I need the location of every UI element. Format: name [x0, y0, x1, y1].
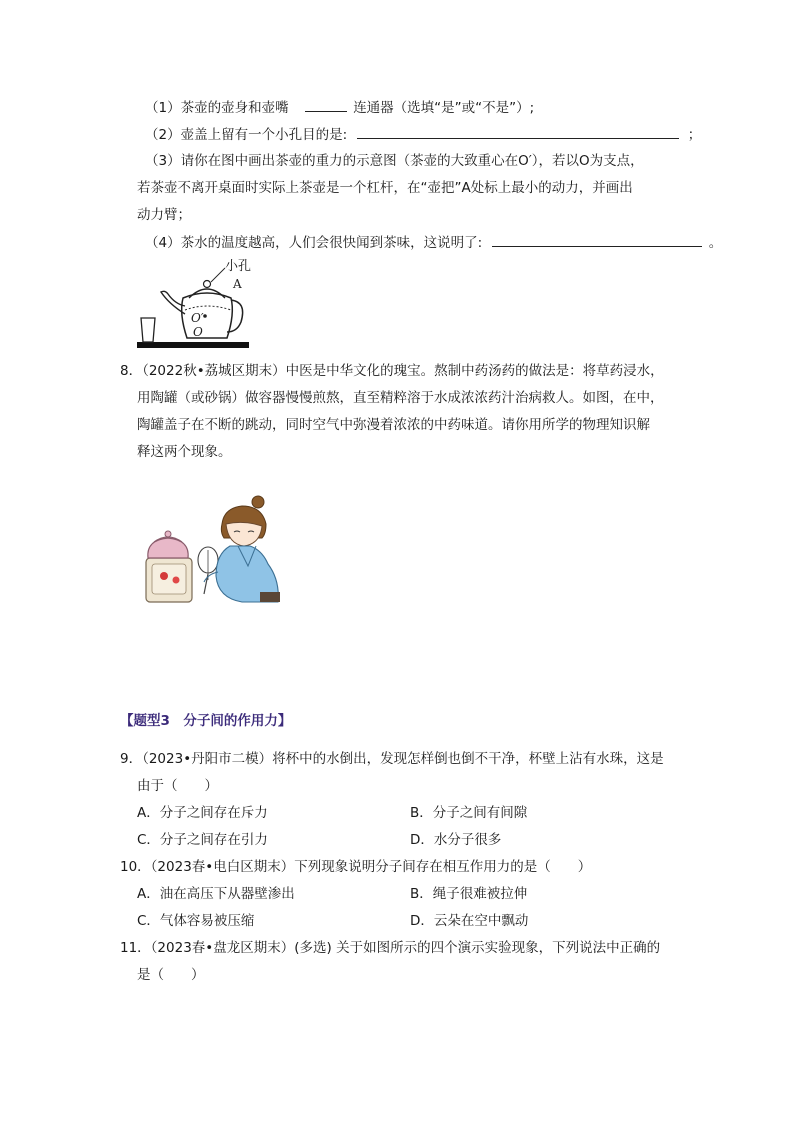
- q7-part2-end: ；: [687, 127, 702, 143]
- q9-line2: 由于（ ）: [137, 778, 218, 794]
- q11-line1: 11．（2023春•盘龙区期末）(多选) 关于如图所示的四个演示实验现象，下列说法中正确的: [120, 940, 661, 956]
- q11-line2: 是（ ）: [137, 967, 205, 983]
- q8-line1: 8．（2022秋•荔城区期末）中医是中华文化的瑰宝。熬制中药汤药的做法是：将草药浸水，: [120, 363, 664, 379]
- medicine-illustration: [138, 494, 283, 606]
- q8-line4: 释这两个现象。: [137, 444, 232, 460]
- stove-opening: [152, 564, 186, 594]
- stool: [260, 592, 280, 602]
- q9-option-c[interactable]: C．分子之间存在引力: [137, 832, 268, 848]
- point-a-label: A: [233, 277, 242, 291]
- q7-part3-line3: 动力臂；: [137, 207, 191, 223]
- q7-part1-tail: 连通器（选填“是”或“不是”）;: [353, 100, 535, 116]
- cup-shape: [141, 318, 155, 342]
- q10-line1: 10．（2023春•电白区期末）下列现象说明分子间存在相互作用力的是（ ）: [120, 859, 592, 875]
- pot-lid-knob: [165, 531, 171, 537]
- point-o-prime-label: O′: [191, 311, 204, 325]
- q7-part4-text: （4）茶水的温度越高，人们会很快闻到茶味，这说明了:: [145, 235, 483, 251]
- section-heading: 【题型3 分子间的作用力】: [120, 713, 292, 729]
- q7-part1-text: （1）茶壶的壶身和壶嘴: [145, 100, 289, 116]
- q8-line3: 陶罐盖子在不断的跳动，同时空气中弥漫着浓浓的中药味道。请你用所学的物理知识解: [137, 417, 650, 433]
- clay-pot: [148, 538, 188, 558]
- q7-part4-blank[interactable]: [492, 232, 702, 247]
- point-o-label: O: [193, 325, 203, 339]
- water-level: [185, 306, 231, 310]
- teapot-body: [182, 293, 233, 338]
- q7-part3-line1: （3）请你在图中画出茶壶的重力的示意图（茶壶的大致重心在O′），若以O为支点，: [145, 153, 644, 169]
- q9-option-b[interactable]: B．分子之间有间隙: [410, 805, 528, 821]
- q10-option-c[interactable]: C．气体容易被压缩: [137, 913, 255, 929]
- q7-part1: [145, 97, 534, 118]
- q7-part4: [145, 232, 722, 253]
- gravity-center-dot: [203, 314, 207, 318]
- q9-option-a[interactable]: A．分子之间存在斥力: [137, 805, 268, 821]
- teapot-figure: [135, 254, 265, 354]
- q10-option-d[interactable]: D．云朵在空中飘动: [410, 913, 529, 929]
- lid-knob: [204, 281, 211, 288]
- person-face: [226, 522, 262, 546]
- q9-option-d[interactable]: D．水分子很多: [410, 832, 502, 848]
- q7-part2-text: （2）壶盖上留有一个小孔目的是:: [145, 127, 348, 143]
- table-surface: [137, 342, 249, 348]
- q10-option-b[interactable]: B．绳子很难被拉伸: [410, 886, 528, 902]
- hole-pointer: [211, 268, 225, 282]
- q7-part1-blank[interactable]: [305, 97, 347, 112]
- q9-line1: 9．（2023•丹阳市二模）将杯中的水倒出，发现怎样倒也倒不干净，杯壁上沾有水珠，这是: [120, 751, 664, 767]
- hole-label: 小孔: [225, 259, 252, 274]
- q7-part3-line2: 若茶壶不离开桌面时实际上茶壶是一个杠杆，在“壶把”A处标上最小的动力，并画出: [137, 180, 633, 196]
- q7-part4-end: 。: [708, 235, 723, 251]
- fire-ember: [160, 572, 168, 580]
- fire-ember-2: [173, 577, 180, 584]
- q7-part2: [145, 124, 701, 145]
- q7-part2-blank[interactable]: [357, 124, 679, 139]
- q10-option-a[interactable]: A．油在高压下从器壁渗出: [137, 886, 295, 902]
- q8-line2: 用陶罐（或砂锅）做容器慢慢煎熬，直至精粹溶于水成浓浓药汁治病救人。如图，在中，: [137, 390, 664, 406]
- hair-bun: [252, 496, 264, 508]
